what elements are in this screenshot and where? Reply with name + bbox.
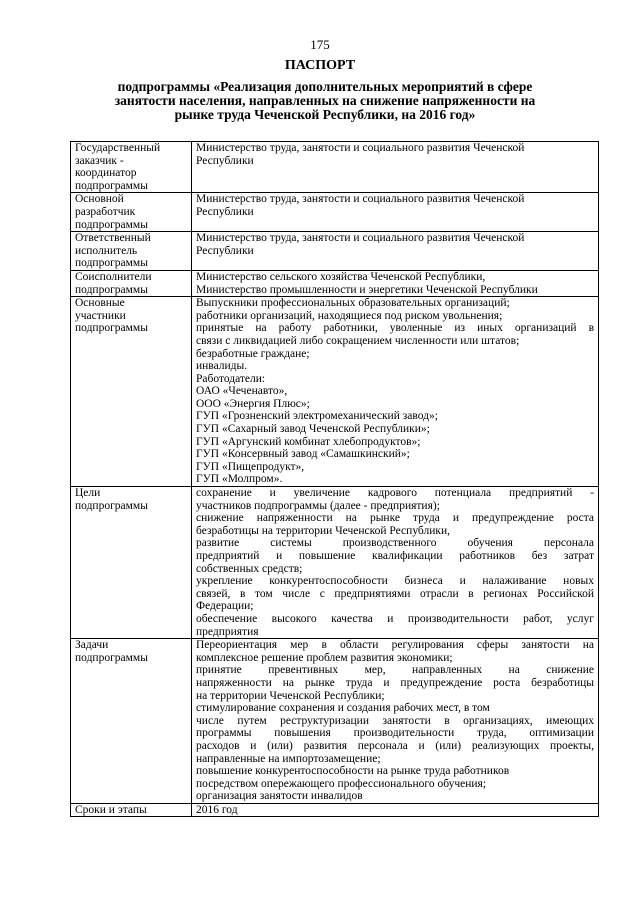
row-label-line: разработчик xyxy=(75,205,136,218)
row-value xyxy=(192,803,599,817)
row-value-line: напряженности на рынке труда и предупреждение роста безработицы xyxy=(196,676,594,689)
row-label xyxy=(71,193,192,232)
row-value-line: укрепление конкурентоспособности бизнеса и налаживание новых xyxy=(196,575,594,588)
row-value-line: повышение конкурентоспособности на рынке труда работников xyxy=(196,765,510,778)
row-label xyxy=(71,142,192,193)
row-label-line: подпрограммы xyxy=(75,499,148,512)
row-label-line: подпрограммы xyxy=(75,179,148,192)
table-row xyxy=(71,639,599,804)
row-value-line: Республики xyxy=(196,205,254,218)
row-label-line: участники xyxy=(75,309,126,322)
row-value-line: посредством опережающего профессионального обучения; xyxy=(196,777,487,790)
row-label-line: подпрограммы xyxy=(75,218,148,231)
row-value-line: принятые на работу работники, уволенные из иных организаций в xyxy=(196,322,594,335)
page-number: 175 xyxy=(310,37,330,52)
row-label xyxy=(71,232,192,271)
row-value-line: снижение напряженности на рынке труда и предупреждение роста xyxy=(196,512,594,525)
row-label-line: заказчик - xyxy=(75,154,124,167)
table-row xyxy=(71,142,599,193)
row-value-line: безработные граждане; xyxy=(196,347,310,360)
row-value-line: стимулирование сохранения и создания рабочих мест, в том xyxy=(196,702,490,715)
row-value-line: Министерство промышленности и энергетики Чеченской Республики xyxy=(196,283,538,296)
row-value-line: ГУП «Молпром». xyxy=(196,473,283,486)
row-value-line: участников подпрограммы (далее - предприятия); xyxy=(196,499,440,512)
row-value-line: Министерство сельского хозяйства Чеченской Республики, xyxy=(196,270,486,283)
row-label-line: Государственный xyxy=(75,142,161,154)
row-label-line: Соисполнители xyxy=(75,270,152,283)
row-label xyxy=(71,270,192,296)
row-value-line: ОАО «Чеченавто», xyxy=(196,385,288,398)
row-value xyxy=(192,487,599,639)
row-label-line: подпрограммы xyxy=(75,322,148,335)
passport-table xyxy=(70,141,599,817)
row-label-line: подпрограммы xyxy=(75,283,148,296)
row-value-line: Республики xyxy=(196,244,254,257)
subtitle-line: подпрограммы «Реализация дополнительных мероприятий в сфере xyxy=(117,79,533,94)
row-label-line: Цели xyxy=(75,487,101,500)
row-value-line: Министерство труда, занятости и социального развития Чеченской xyxy=(196,142,525,154)
row-value-line: ГУП «Грозненский электромеханический завод»; xyxy=(196,410,438,423)
row-value xyxy=(192,142,599,193)
row-value-line: организация занятости инвалидов xyxy=(196,790,363,803)
row-value-line: Переориентация мер в области регулирования сферы занятости на xyxy=(196,639,594,652)
table-row xyxy=(71,193,599,232)
row-label xyxy=(71,297,192,487)
row-value-line: связей, в том числе с предприятиями отрасли в регионах Российской xyxy=(196,587,594,600)
row-value-line: Министерство труда, занятости и социального развития Чеченской xyxy=(196,193,525,206)
row-value xyxy=(192,270,599,296)
document-title: ПАСПОРТ xyxy=(284,58,356,73)
row-label-line: координатор xyxy=(75,167,137,180)
subtitle-line: занятости населения, направленных на снижение напряженности на xyxy=(114,93,536,108)
row-value-line: собственных средств; xyxy=(196,562,303,575)
row-value-line: ООО «Энергия Плюс»; xyxy=(196,397,310,410)
row-value-line: направленные на импортозамещение; xyxy=(196,752,381,765)
row-value-line: принятие превентивных мер, направленных на снижение xyxy=(196,664,594,677)
row-value-line: расходов и (или) развития персонала и (или) реализующих проекты, xyxy=(196,739,594,752)
row-value-line: ГУП «Пищепродукт», xyxy=(196,460,305,473)
row-label-line: подпрограммы xyxy=(75,257,148,270)
row-value-line: Выпускники профессиональных образовательных организаций; xyxy=(196,297,510,310)
table-row xyxy=(71,297,599,487)
row-value-line: сохранение и увеличение кадрового потенциала предприятий - xyxy=(196,487,594,500)
subtitle-line: рынке труда Чеченской Республики, на 2016 год» xyxy=(174,107,476,122)
row-label-line: Задачи xyxy=(75,639,109,652)
row-value xyxy=(192,193,599,232)
row-value-line: Работодатели: xyxy=(196,372,266,385)
table-row xyxy=(71,270,599,296)
table-row xyxy=(71,487,599,639)
row-label-line: Основные xyxy=(75,297,125,310)
row-value-line: ГУП «Сахарный завод Чеченской Республики»; xyxy=(196,423,430,436)
row-value-line: 2016 год xyxy=(196,803,238,816)
row-value-line: связи с ликвидацией либо сокращением численности или штатов; xyxy=(196,334,520,347)
row-value-line: Республики xyxy=(196,154,254,167)
row-label-line: Сроки и этапы xyxy=(75,803,147,816)
row-value-line: обеспечение высокого качества и производительности работ, услуг xyxy=(196,612,594,625)
row-label xyxy=(71,639,192,804)
row-value-line: комплексное решение проблем развития экономики; xyxy=(196,651,453,664)
row-value-line: программы повышения производительности труда, оптимизации xyxy=(196,727,594,740)
row-label-line: исполнитель xyxy=(75,244,138,257)
row-label-line: Основной xyxy=(75,193,124,206)
row-value-line: на территории Чеченской Республики; xyxy=(196,689,385,702)
row-value xyxy=(192,232,599,271)
row-label-line: Ответственный xyxy=(75,232,151,245)
row-value-line: развитие системы производственного обучения персонала xyxy=(196,537,594,550)
row-value-line: числе путем реструктуризации занятости в организациях, имеющих xyxy=(196,714,594,727)
table-row xyxy=(71,232,599,271)
row-label xyxy=(71,487,192,639)
row-value-line: ГУП «Аргунский комбинат хлебопродуктов»; xyxy=(196,435,421,448)
row-value xyxy=(192,297,599,487)
row-label-line: подпрограммы xyxy=(75,651,148,664)
row-value-line: предприятий и повышение квалификации работников без затрат xyxy=(196,550,594,562)
row-value xyxy=(192,639,599,804)
table-row xyxy=(71,803,599,817)
row-label xyxy=(71,803,192,817)
row-value-line: Министерство труда, занятости и социального развития Чеченской xyxy=(196,232,525,245)
row-value-line: работники организаций, находящиеся под риском увольнения; xyxy=(196,309,503,322)
row-value-line: безработицы на территории Чеченской Республики, xyxy=(196,524,450,537)
document-subtitle xyxy=(90,80,560,122)
row-value-line: инвалиды. xyxy=(196,360,248,373)
row-value-line: Федерации; xyxy=(196,600,254,613)
row-value-line: ГУП «Консервный завод «Самашкинский»; xyxy=(196,448,410,461)
row-value-line: предприятия xyxy=(196,625,259,638)
